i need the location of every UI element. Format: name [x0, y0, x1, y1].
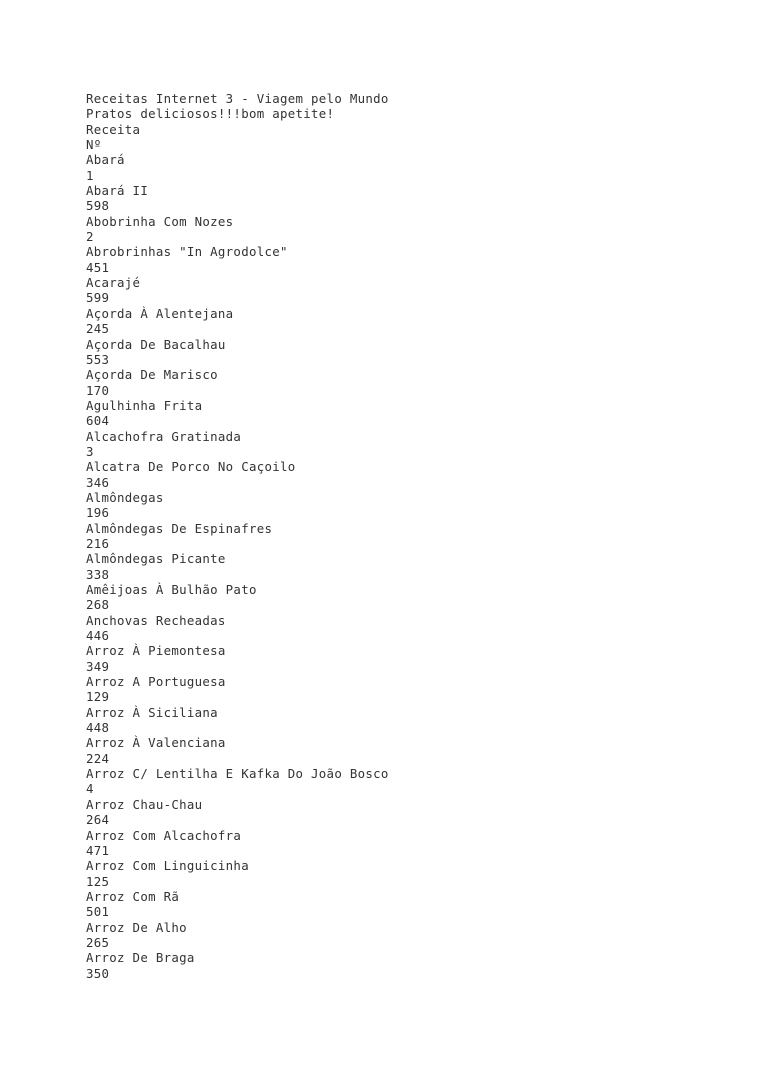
- recipe-name: Açorda De Marisco: [86, 367, 218, 383]
- recipe-number: 501: [86, 904, 110, 920]
- recipe-number: 553: [86, 351, 110, 367]
- recipe-list: [86, 152, 726, 981]
- recipe-name: Agulhinha Frita: [86, 397, 203, 413]
- recipe-number: 264: [86, 812, 110, 828]
- recipe-number: 170: [86, 382, 110, 398]
- document-page: [86, 91, 726, 981]
- recipe-name: Arroz Com Linguicinha: [86, 858, 249, 874]
- recipe-number: 346: [86, 474, 110, 490]
- recipe-name: Anchovas Recheadas: [86, 612, 226, 628]
- recipe-number: 1: [86, 167, 94, 183]
- recipe-number: 599: [86, 290, 110, 306]
- recipe-name: Amêijoas À Bulhão Pato: [86, 582, 257, 597]
- recipe-name: Arroz Com Rã: [86, 888, 180, 904]
- recipe-number: 216: [86, 535, 110, 551]
- recipe-number: 4: [86, 781, 94, 797]
- recipe-name: Acarajé: [86, 275, 141, 291]
- recipe-number: 224: [86, 750, 110, 766]
- recipe-number: 446: [86, 628, 110, 644]
- recipe-number: 245: [86, 321, 110, 337]
- recipe-number: 196: [86, 505, 110, 521]
- recipe-number: 350: [86, 965, 110, 981]
- recipe-name: Arroz À Siciliana: [86, 704, 218, 720]
- recipe-name: Arroz Chau-Chau: [86, 796, 203, 812]
- recipe-name: Abará II: [86, 183, 149, 199]
- recipe-name: Almôndegas De Espinafres: [86, 520, 273, 536]
- recipe-name: Abobrinha Com Nozes: [86, 213, 234, 229]
- recipe-number: 265: [86, 934, 110, 950]
- recipe-number: 451: [86, 259, 110, 275]
- recipe-name: Açorda De Bacalhau: [86, 336, 226, 352]
- recipe-name: Abará: [86, 152, 125, 168]
- recipe-number: 598: [86, 198, 110, 214]
- recipe-number: 338: [86, 566, 110, 582]
- recipe-number: 3: [86, 443, 94, 459]
- document-subtitle: Pratos deliciosos!!!bom apetite!: [86, 106, 335, 122]
- recipe-name: Açorda À Alentejana: [86, 305, 234, 321]
- recipe-name: Arroz A Portuguesa: [86, 674, 226, 690]
- recipe-number: 125: [86, 873, 110, 889]
- recipe-number: 129: [86, 689, 110, 705]
- column-header-number: Nº: [86, 137, 102, 153]
- recipe-name: Arroz C/ Lentilha E Kafka Do João Bosco: [86, 766, 389, 782]
- recipe-name: Almôndegas Picante: [86, 551, 226, 567]
- recipe-number: 2: [86, 229, 94, 245]
- document-title: Receitas Internet 3 - Viagem pelo Mundo: [86, 91, 389, 106]
- recipe-name: Arroz À Piemontesa: [86, 643, 226, 659]
- recipe-name: Almôndegas: [86, 489, 164, 505]
- column-header-recipe: Receita: [86, 121, 141, 137]
- recipe-name: Arroz Com Alcachofra: [86, 827, 242, 843]
- recipe-number: 448: [86, 720, 110, 736]
- recipe-number: 268: [86, 597, 110, 613]
- recipe-name: Alcachofra Gratinada: [86, 428, 242, 444]
- recipe-number: 349: [86, 658, 110, 674]
- recipe-name: Arroz De Braga: [86, 950, 195, 966]
- recipe-name: Arroz À Valenciana: [86, 735, 226, 751]
- recipe-number: 604: [86, 413, 110, 429]
- recipe-name: Alcatra De Porco No Caçoilo: [86, 459, 296, 475]
- recipe-name: Arroz De Alho: [86, 919, 187, 935]
- recipe-number: 471: [86, 842, 110, 858]
- recipe-name: Abrobrinhas "In Agrodolce": [86, 244, 288, 260]
